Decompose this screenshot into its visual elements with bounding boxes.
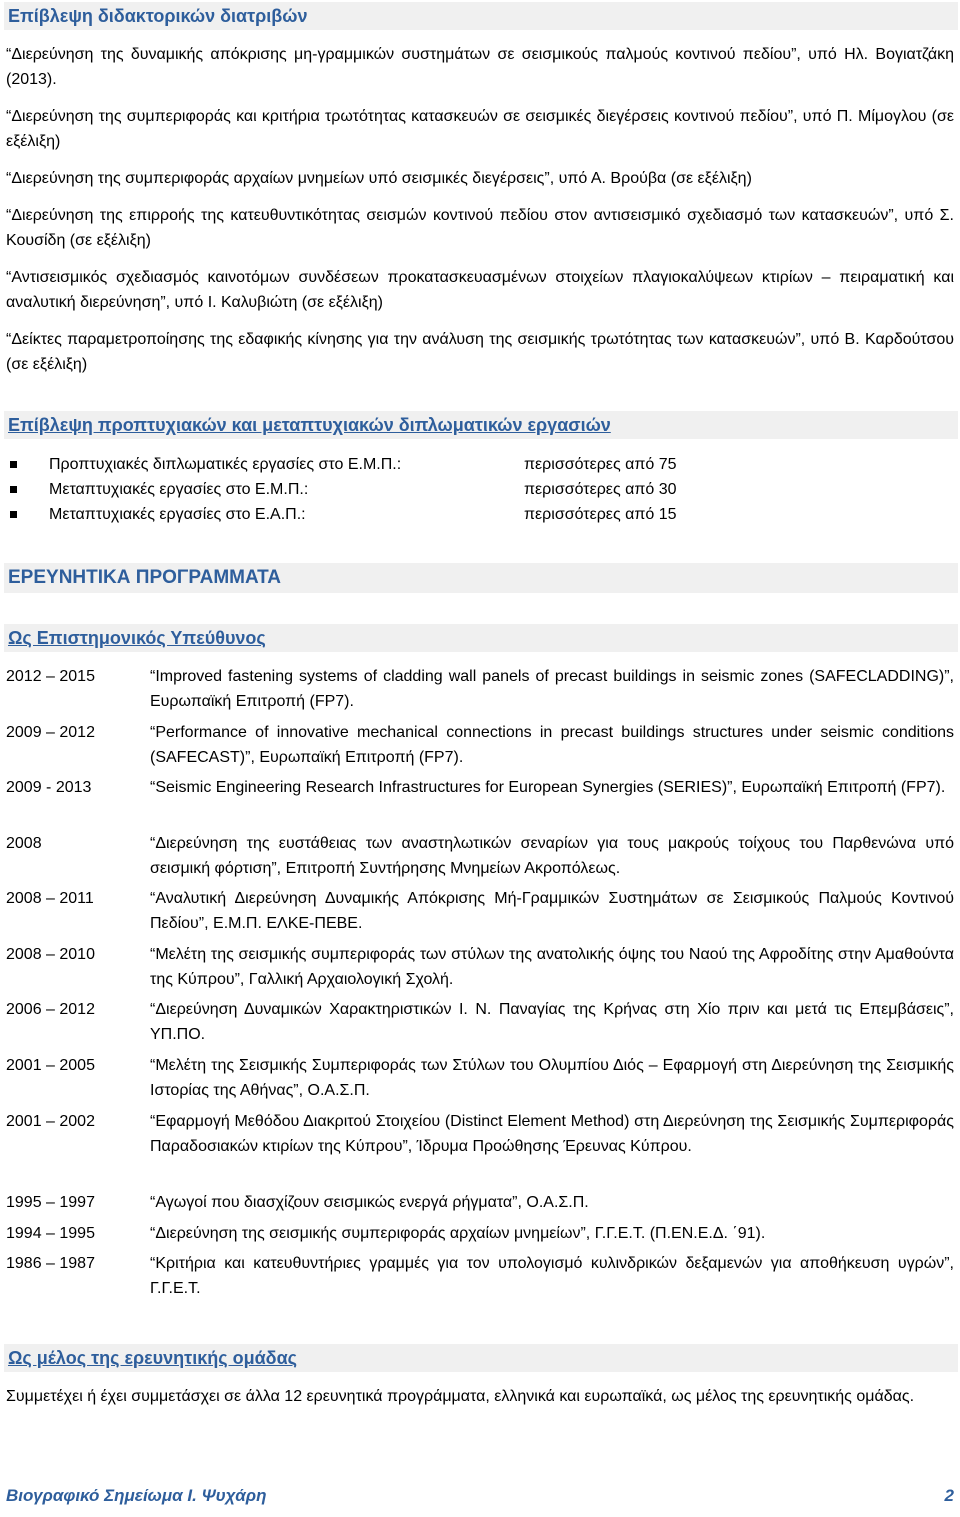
theses-heading — [4, 411, 958, 439]
research-heading-text: ΕΡΕΥΝΗΤΙΚΑ ΠΡΟΓΡΑΜΜΑΤΑ — [8, 567, 282, 588]
doctoral-item: “Διερεύνηση της συμπεριφοράς αρχαίων μνημείων υπό σεισμικές διεγέρσεις”, υπό Α. Βρούβα (σε εξέλιξη) — [6, 170, 752, 187]
page-number: 2 — [944, 1486, 954, 1505]
theses-list — [6, 452, 954, 527]
project-years: 2012 – 2015 — [6, 668, 95, 685]
theses-row-label: Μεταπτυχιακές εργασίες στο Ε.Α.Π.: — [49, 506, 306, 523]
project-text: “Αγωγοί που διασχίζουν σεισμικώς ενεργά ρήγματα”, Ο.Α.Σ.Π. — [150, 1194, 589, 1211]
doctoral-heading-text: Επίβλεψη διδακτορικών διατριβών — [8, 6, 308, 26]
project-text: “Performance of innovative mechanical connections in precast buildings structures under seismic conditions (SAFECAST)”, Ευρωπαϊκή Επιτροπή (FP7). — [150, 724, 954, 766]
theses-row-label: Προπτυχιακές διπλωματικές εργασίες στο Ε.Μ.Π.: — [49, 456, 402, 473]
square-bullet-icon — [10, 486, 17, 493]
project-years: 1995 – 1997 — [6, 1194, 95, 1211]
project-years: 2001 – 2002 — [6, 1113, 95, 1130]
research-heading — [4, 563, 958, 593]
theses-row — [6, 477, 954, 502]
project-years: 2008 – 2010 — [6, 946, 95, 963]
project-text: “Αναλυτική Διερεύνηση Δυναμικής Απόκρισης Μή-Γραμμικών Συστημάτων σε Σεισμικούς Παλμούς Κοντινού Πεδίου”, Ε.Μ.Π. ΕΛΚΕ-ΠΕΒΕ. — [150, 890, 954, 932]
project-years: 2008 — [6, 835, 42, 852]
project-years: 2009 - 2013 — [6, 779, 92, 796]
doctoral-item: “Δείκτες παραμετροποίησης της εδαφικής κίνησης για την ανάλυση της σεισμικής τρωτότητας των κατασκευών”, υπό Β. Καρδούτσου (σε εξέλιξη) — [6, 331, 954, 373]
scientific-lead-heading — [4, 624, 958, 652]
project-years: 2008 – 2011 — [6, 890, 94, 907]
project-years: 1986 – 1987 — [6, 1255, 95, 1272]
doctoral-item: “Διερεύνηση της δυναμικής απόκρισης μη-γραμμικών συστημάτων σε σεισμικούς παλμούς κοντινού πεδίου”, υπό Ηλ. Βογιατζάκη (2013). — [6, 46, 954, 88]
theses-row — [6, 452, 954, 477]
doctoral-item: “Διερεύνηση της επιρροής της κατευθυντικότητας σεισμών κοντινού πεδίου στον αντισεισμικό σχεδιασμό των κατασκευών”, υπό Σ. Κουσίδη (σε εξέλιξη) — [6, 207, 954, 249]
square-bullet-icon — [10, 461, 17, 468]
project-text: “Διερεύνηση Δυναμικών Χαρακτηριστικών Ι. Ν. Παναγίας της Κρήνας στη Χίο πριν και μετά τις Επεμβάσεις”, ΥΠ.ΠΟ. — [150, 1001, 954, 1043]
project-text: “Seismic Engineering Research Infrastructures for European Synergies (SERIES)”, Ευρωπαϊκή Επιτροπή (FP7). — [150, 779, 946, 796]
project-text: “Κριτήρια και κατευθυντήριες γραμμές για τον υπολογισμό κυλινδρικών δεξαμενών για αποθήκευση υγρών”, Γ.Γ.Ε.Τ. — [150, 1255, 954, 1297]
team-member-text: Συμμετέχει ή έχει συμμετάσχει σε άλλα 12 ερευνητικά προγράμματα, ελληνικά και ευρωπαϊκά, ως μέλος της ερευνητικής ομάδας. — [6, 1388, 915, 1405]
team-member-heading — [4, 1344, 958, 1372]
theses-heading-text: Επίβλεψη προπτυχιακών και μεταπτυχιακών διπλωματικών εργασιών — [8, 415, 611, 435]
project-years: 1994 – 1995 — [6, 1225, 95, 1242]
scientific-lead-heading-text: Ως Επιστημονικός Υπεύθυνος — [8, 628, 266, 648]
theses-row-value: περισσότερες από 15 — [524, 506, 677, 523]
theses-row-label: Μεταπτυχιακές εργασίες στο Ε.Μ.Π.: — [49, 481, 309, 498]
page-footer — [0, 1486, 960, 1512]
project-text: “Διερεύνηση της ευστάθειας των αναστηλωτικών σεναρίων για τους μακρούς τοίχους του Παρθενώνα υπό σεισμική φόρτιση”, Επιτροπή Συντήρησης Μνημείων Ακροπόλεως. — [150, 835, 954, 877]
theses-row — [6, 502, 954, 527]
doctoral-heading — [4, 2, 958, 30]
theses-row-value: περισσότερες από 30 — [524, 481, 677, 498]
doctoral-item: “Αντισεισμικός σχεδιασμός καινοτόμων συνδέσεων προκατασκευασμένων στοιχείων πλαγιοκαλύψεων κτιρίων – πειραματική και αναλυτική διερεύνηση”, υπό Ι. Καλυβιώτη (σε εξέλιξη) — [6, 269, 954, 311]
project-text: “Εφαρμογή Μεθόδου Διακριτού Στοιχείου (Distinct Element Method) στη Διερεύνηση της Σεισμικής Συμπεριφοράς Παραδοσιακών κτιρίων της Κύπρου”, Ίδρυμα Προώθησης Έρευνας Κύπρου. — [150, 1113, 954, 1155]
team-member-heading-text: Ως μέλος της ερευνητικής ομάδας — [8, 1348, 298, 1368]
theses-row-value: περισσότερες από 75 — [524, 456, 677, 473]
doctoral-item: “Διερεύνηση της συμπεριφοράς και κριτήρια τρωτότητας κατασκευών σε σεισμικές διεγέρσεις κοντινού πεδίου”, υπό Π. Μίμογλου (σε εξέλιξη) — [6, 108, 954, 150]
project-years: 2009 – 2012 — [6, 724, 95, 741]
footer-title: Βιογραφικό Σημείωμα Ι. Ψυχάρη — [6, 1486, 267, 1505]
project-years: 2006 – 2012 — [6, 1001, 95, 1018]
project-text: “Μελέτη της σεισμικής συμπεριφοράς των στύλων της ανατολικής όψης του Ναού της Αφροδίτης στην Αμαθούντα της Κύπρου”, Γαλλική Αρχαιολογική Σχολή. — [150, 946, 954, 988]
square-bullet-icon — [10, 511, 17, 518]
project-text: “Improved fastening systems of cladding wall panels of precast buildings in seismic zones (SAFECLADDING)”, Ευρωπαϊκή Επιτροπή (FP7). — [150, 668, 954, 710]
project-text: “Διερεύνηση της σεισμικής συμπεριφοράς αρχαίων μνημείων”, Γ.Γ.Ε.Τ. (Π.ΕΝ.Ε.Δ. ΄91). — [150, 1225, 766, 1242]
project-text: “Μελέτη της Σεισμικής Συμπεριφοράς των Στύλων του Ολυμπίου Διός – Εφαρμογή στη Διερεύνηση της Σεισμικής Ιστορίας της Αθήνας”, Ο.Α.Σ.Π. — [150, 1057, 954, 1099]
project-years: 2001 – 2005 — [6, 1057, 95, 1074]
